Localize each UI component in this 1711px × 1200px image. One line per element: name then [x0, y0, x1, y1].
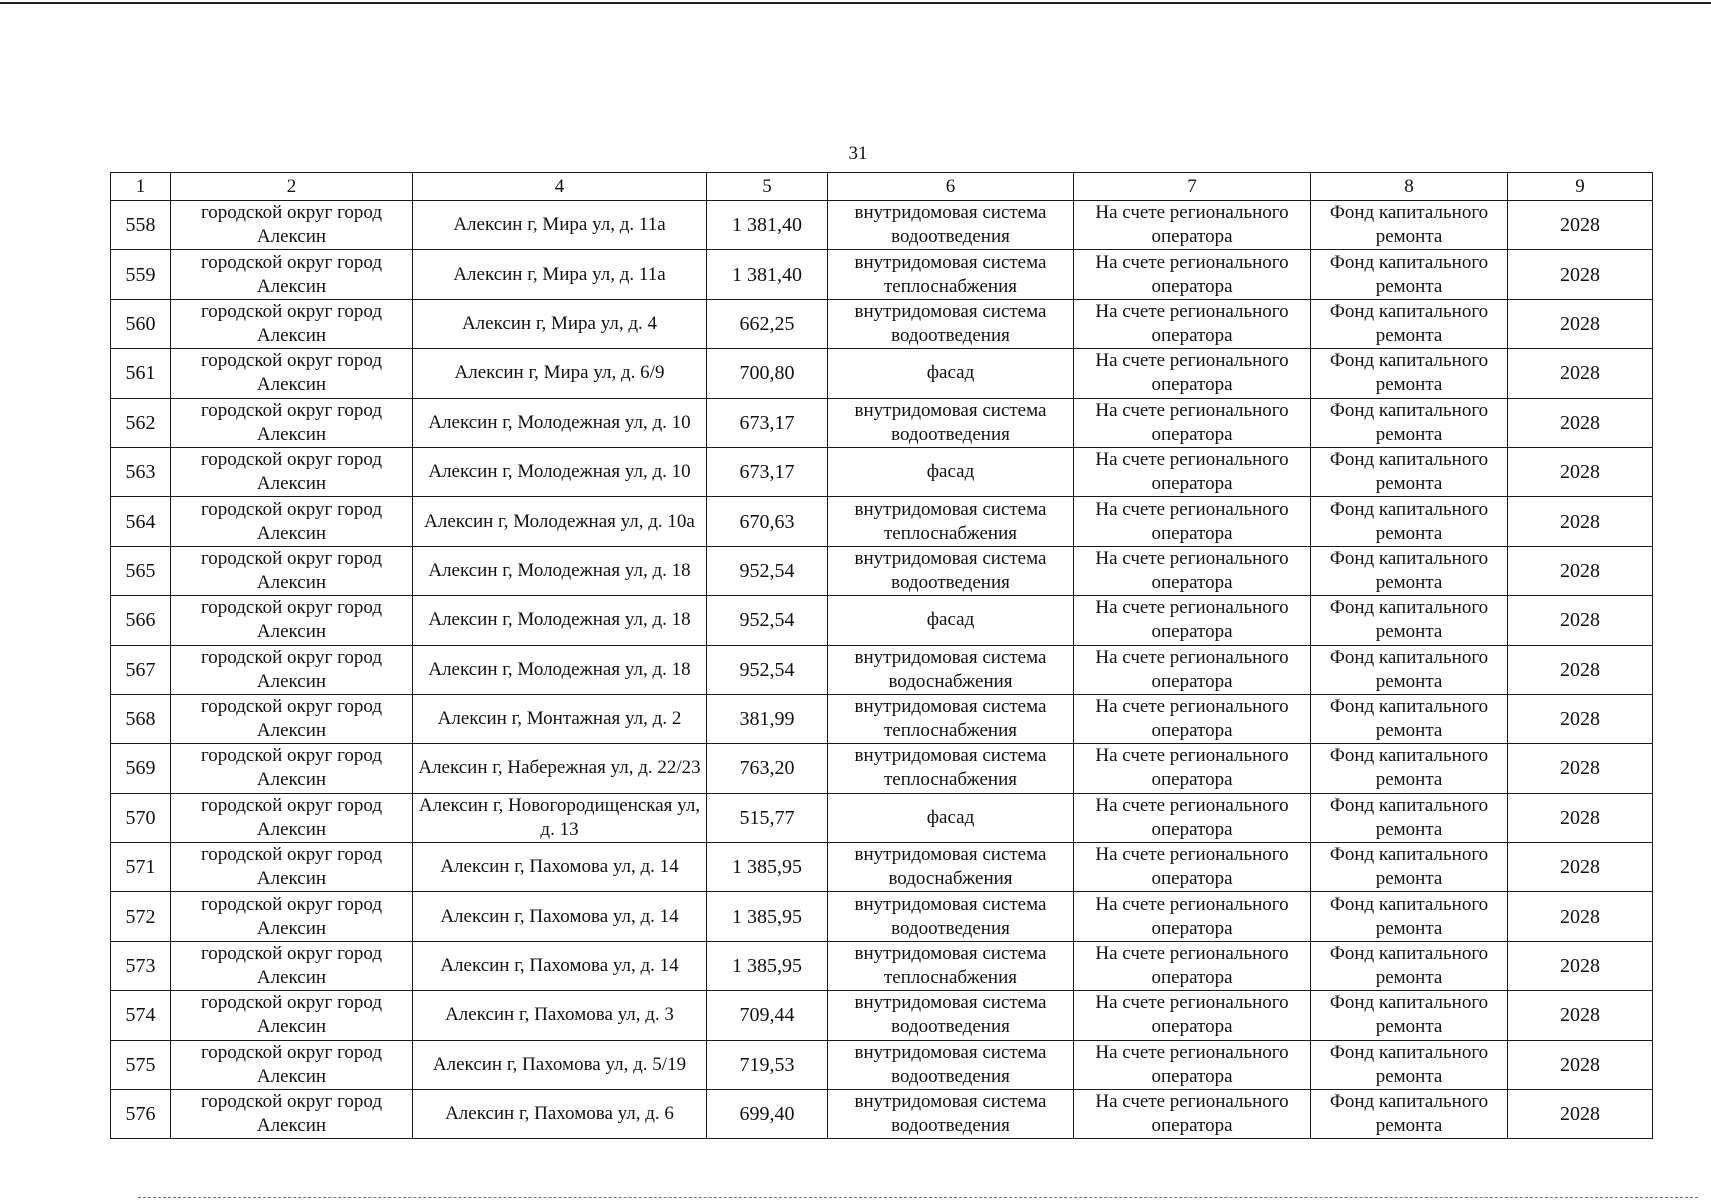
area-cell: 673,17 [707, 398, 828, 447]
row-number-cell: 569 [111, 744, 171, 793]
address-cell: Алексин г, Пахомова ул, д. 14 [413, 892, 707, 941]
year-cell: 2028 [1508, 546, 1653, 595]
fund-account-cell: На счете регионального оператора [1074, 744, 1311, 793]
row-number-cell: 565 [111, 546, 171, 595]
header-col-9: 9 [1508, 173, 1653, 201]
area-cell: 699,40 [707, 1090, 828, 1139]
row-number-cell: 558 [111, 201, 171, 250]
table-row [111, 250, 1653, 299]
area-cell: 700,80 [707, 349, 828, 398]
funding-source-cell: Фонд капитального ремонта [1311, 546, 1508, 595]
table-row [111, 299, 1653, 348]
area-cell: 662,25 [707, 299, 828, 348]
municipality-cell: городской округ город Алексин [171, 941, 413, 990]
fund-account-cell: На счете регионального оператора [1074, 250, 1311, 299]
work-type-cell: внутридомовая система теплоснабжения [828, 497, 1074, 546]
area-cell: 673,17 [707, 447, 828, 496]
row-number-cell: 574 [111, 991, 171, 1040]
year-cell: 2028 [1508, 892, 1653, 941]
municipality-cell: городской округ город Алексин [171, 645, 413, 694]
fund-account-cell: На счете регионального оператора [1074, 941, 1311, 990]
work-type-cell: фасад [828, 596, 1074, 645]
area-cell: 952,54 [707, 596, 828, 645]
work-type-cell: внутридомовая система водоотведения [828, 1040, 1074, 1089]
fund-account-cell: На счете регионального оператора [1074, 991, 1311, 1040]
year-cell: 2028 [1508, 497, 1653, 546]
work-type-cell: внутридомовая система водоотведения [828, 1090, 1074, 1139]
row-number-cell: 568 [111, 694, 171, 743]
year-cell: 2028 [1508, 645, 1653, 694]
work-type-cell: внутридомовая система теплоснабжения [828, 694, 1074, 743]
row-number-cell: 570 [111, 793, 171, 842]
fund-account-cell: На счете регионального оператора [1074, 299, 1311, 348]
table-row [111, 497, 1653, 546]
year-cell: 2028 [1508, 991, 1653, 1040]
municipality-cell: городской округ город Алексин [171, 299, 413, 348]
funding-source-cell: Фонд капитального ремонта [1311, 941, 1508, 990]
year-cell: 2028 [1508, 941, 1653, 990]
table-header-row [111, 173, 1653, 201]
table-row [111, 596, 1653, 645]
header-col-5: 5 [707, 173, 828, 201]
municipality-cell: городской округ город Алексин [171, 201, 413, 250]
address-cell: Алексин г, Пахомова ул, д. 5/19 [413, 1040, 707, 1089]
work-type-cell: внутридомовая система водоотведения [828, 546, 1074, 595]
funding-source-cell: Фонд капитального ремонта [1311, 744, 1508, 793]
area-cell: 709,44 [707, 991, 828, 1040]
row-number-cell: 571 [111, 843, 171, 892]
row-number-cell: 575 [111, 1040, 171, 1089]
fund-account-cell: На счете регионального оператора [1074, 201, 1311, 250]
work-type-cell: внутридомовая система водоснабжения [828, 645, 1074, 694]
municipality-cell: городской округ город Алексин [171, 250, 413, 299]
address-cell: Алексин г, Монтажная ул, д. 2 [413, 694, 707, 743]
year-cell: 2028 [1508, 744, 1653, 793]
area-cell: 952,54 [707, 546, 828, 595]
row-number-cell: 559 [111, 250, 171, 299]
table-row [111, 398, 1653, 447]
address-cell: Алексин г, Пахомова ул, д. 3 [413, 991, 707, 1040]
bottom-border-line [138, 1197, 1698, 1198]
municipality-cell: городской округ город Алексин [171, 546, 413, 595]
area-cell: 1 385,95 [707, 892, 828, 941]
fund-account-cell: На счете регионального оператора [1074, 694, 1311, 743]
area-cell: 670,63 [707, 497, 828, 546]
address-cell: Алексин г, Мира ул, д. 4 [413, 299, 707, 348]
table-row [111, 201, 1653, 250]
fund-account-cell: На счете регионального оператора [1074, 349, 1311, 398]
funding-source-cell: Фонд капитального ремонта [1311, 645, 1508, 694]
fund-account-cell: На счете регионального оператора [1074, 892, 1311, 941]
table-row [111, 892, 1653, 941]
fund-account-cell: На счете регионального оператора [1074, 1040, 1311, 1089]
table-row [111, 793, 1653, 842]
funding-source-cell: Фонд капитального ремонта [1311, 201, 1508, 250]
fund-account-cell: На счете регионального оператора [1074, 793, 1311, 842]
address-cell: Алексин г, Молодежная ул, д. 18 [413, 645, 707, 694]
year-cell: 2028 [1508, 349, 1653, 398]
area-cell: 952,54 [707, 645, 828, 694]
address-cell: Алексин г, Набережная ул, д. 22/23 [413, 744, 707, 793]
funding-source-cell: Фонд капитального ремонта [1311, 843, 1508, 892]
year-cell: 2028 [1508, 793, 1653, 842]
year-cell: 2028 [1508, 398, 1653, 447]
area-cell: 1 385,95 [707, 843, 828, 892]
municipality-cell: городской округ город Алексин [171, 447, 413, 496]
fund-account-cell: На счете регионального оператора [1074, 596, 1311, 645]
header-col-1: 1 [111, 173, 171, 201]
table-row [111, 941, 1653, 990]
fund-account-cell: На счете регионального оператора [1074, 843, 1311, 892]
municipality-cell: городской округ город Алексин [171, 843, 413, 892]
municipality-cell: городской округ город Алексин [171, 1090, 413, 1139]
top-border-line [0, 2, 1711, 4]
work-type-cell: внутридомовая система теплоснабжения [828, 744, 1074, 793]
municipality-cell: городской округ город Алексин [171, 596, 413, 645]
table-row [111, 744, 1653, 793]
year-cell: 2028 [1508, 843, 1653, 892]
year-cell: 2028 [1508, 596, 1653, 645]
funding-source-cell: Фонд капитального ремонта [1311, 447, 1508, 496]
fund-account-cell: На счете регионального оператора [1074, 645, 1311, 694]
table-row [111, 546, 1653, 595]
row-number-cell: 567 [111, 645, 171, 694]
year-cell: 2028 [1508, 1090, 1653, 1139]
funding-source-cell: Фонд капитального ремонта [1311, 991, 1508, 1040]
row-number-cell: 562 [111, 398, 171, 447]
municipality-cell: городской округ город Алексин [171, 793, 413, 842]
funding-source-cell: Фонд капитального ремонта [1311, 1090, 1508, 1139]
table-row [111, 645, 1653, 694]
year-cell: 2028 [1508, 1040, 1653, 1089]
header-col-2: 2 [171, 173, 413, 201]
funding-source-cell: Фонд капитального ремонта [1311, 250, 1508, 299]
row-number-cell: 573 [111, 941, 171, 990]
work-type-cell: внутридомовая система водоотведения [828, 398, 1074, 447]
table-body [111, 201, 1653, 1139]
address-cell: Алексин г, Молодежная ул, д. 10 [413, 398, 707, 447]
address-cell: Алексин г, Молодежная ул, д. 18 [413, 546, 707, 595]
row-number-cell: 566 [111, 596, 171, 645]
area-cell: 1 385,95 [707, 941, 828, 990]
address-cell: Алексин г, Пахомова ул, д. 6 [413, 1090, 707, 1139]
repair-program-table [110, 172, 1653, 1139]
address-cell: Алексин г, Молодежная ул, д. 10 [413, 447, 707, 496]
header-col-4: 4 [413, 173, 707, 201]
year-cell: 2028 [1508, 299, 1653, 348]
funding-source-cell: Фонд капитального ремонта [1311, 398, 1508, 447]
fund-account-cell: На счете регионального оператора [1074, 497, 1311, 546]
header-col-8: 8 [1311, 173, 1508, 201]
work-type-cell: внутридомовая система водоотведения [828, 991, 1074, 1040]
table-row [111, 349, 1653, 398]
funding-source-cell: Фонд капитального ремонта [1311, 596, 1508, 645]
header-col-7: 7 [1074, 173, 1311, 201]
year-cell: 2028 [1508, 250, 1653, 299]
funding-source-cell: Фонд капитального ремонта [1311, 1040, 1508, 1089]
address-cell: Алексин г, Мира ул, д. 11а [413, 201, 707, 250]
row-number-cell: 564 [111, 497, 171, 546]
area-cell: 1 381,40 [707, 201, 828, 250]
row-number-cell: 576 [111, 1090, 171, 1139]
funding-source-cell: Фонд капитального ремонта [1311, 793, 1508, 842]
table-row [111, 991, 1653, 1040]
municipality-cell: городской округ город Алексин [171, 694, 413, 743]
municipality-cell: городской округ город Алексин [171, 497, 413, 546]
address-cell: Алексин г, Новогородищенская ул, д. 13 [413, 793, 707, 842]
address-cell: Алексин г, Молодежная ул, д. 18 [413, 596, 707, 645]
fund-account-cell: На счете регионального оператора [1074, 398, 1311, 447]
table-row [111, 694, 1653, 743]
header-col-6: 6 [828, 173, 1074, 201]
address-cell: Алексин г, Пахомова ул, д. 14 [413, 941, 707, 990]
area-cell: 381,99 [707, 694, 828, 743]
page-number: 31 [848, 143, 868, 164]
funding-source-cell: Фонд капитального ремонта [1311, 694, 1508, 743]
table-row [111, 843, 1653, 892]
funding-source-cell: Фонд капитального ремонта [1311, 349, 1508, 398]
funding-source-cell: Фонд капитального ремонта [1311, 497, 1508, 546]
address-cell: Алексин г, Мира ул, д. 6/9 [413, 349, 707, 398]
fund-account-cell: На счете регионального оператора [1074, 447, 1311, 496]
row-number-cell: 561 [111, 349, 171, 398]
work-type-cell: внутридомовая система водоснабжения [828, 843, 1074, 892]
year-cell: 2028 [1508, 694, 1653, 743]
address-cell: Алексин г, Молодежная ул, д. 10а [413, 497, 707, 546]
work-type-cell: внутридомовая система водоотведения [828, 299, 1074, 348]
year-cell: 2028 [1508, 447, 1653, 496]
address-cell: Алексин г, Мира ул, д. 11а [413, 250, 707, 299]
municipality-cell: городской округ город Алексин [171, 398, 413, 447]
address-cell: Алексин г, Пахомова ул, д. 14 [413, 843, 707, 892]
municipality-cell: городской округ город Алексин [171, 1040, 413, 1089]
year-cell: 2028 [1508, 201, 1653, 250]
table-row [111, 1040, 1653, 1089]
area-cell: 515,77 [707, 793, 828, 842]
fund-account-cell: На счете регионального оператора [1074, 1090, 1311, 1139]
row-number-cell: 560 [111, 299, 171, 348]
municipality-cell: городской округ город Алексин [171, 991, 413, 1040]
funding-source-cell: Фонд капитального ремонта [1311, 892, 1508, 941]
fund-account-cell: На счете регионального оператора [1074, 546, 1311, 595]
work-type-cell: внутридомовая система теплоснабжения [828, 941, 1074, 990]
area-cell: 1 381,40 [707, 250, 828, 299]
row-number-cell: 572 [111, 892, 171, 941]
municipality-cell: городской округ город Алексин [171, 744, 413, 793]
row-number-cell: 563 [111, 447, 171, 496]
area-cell: 763,20 [707, 744, 828, 793]
work-type-cell: фасад [828, 793, 1074, 842]
municipality-cell: городской округ город Алексин [171, 892, 413, 941]
table-row [111, 447, 1653, 496]
funding-source-cell: Фонд капитального ремонта [1311, 299, 1508, 348]
work-type-cell: внутридомовая система водоотведения [828, 201, 1074, 250]
work-type-cell: фасад [828, 447, 1074, 496]
municipality-cell: городской округ город Алексин [171, 349, 413, 398]
work-type-cell: внутридомовая система водоотведения [828, 892, 1074, 941]
work-type-cell: внутридомовая система теплоснабжения [828, 250, 1074, 299]
table-row [111, 1090, 1653, 1139]
area-cell: 719,53 [707, 1040, 828, 1089]
work-type-cell: фасад [828, 349, 1074, 398]
